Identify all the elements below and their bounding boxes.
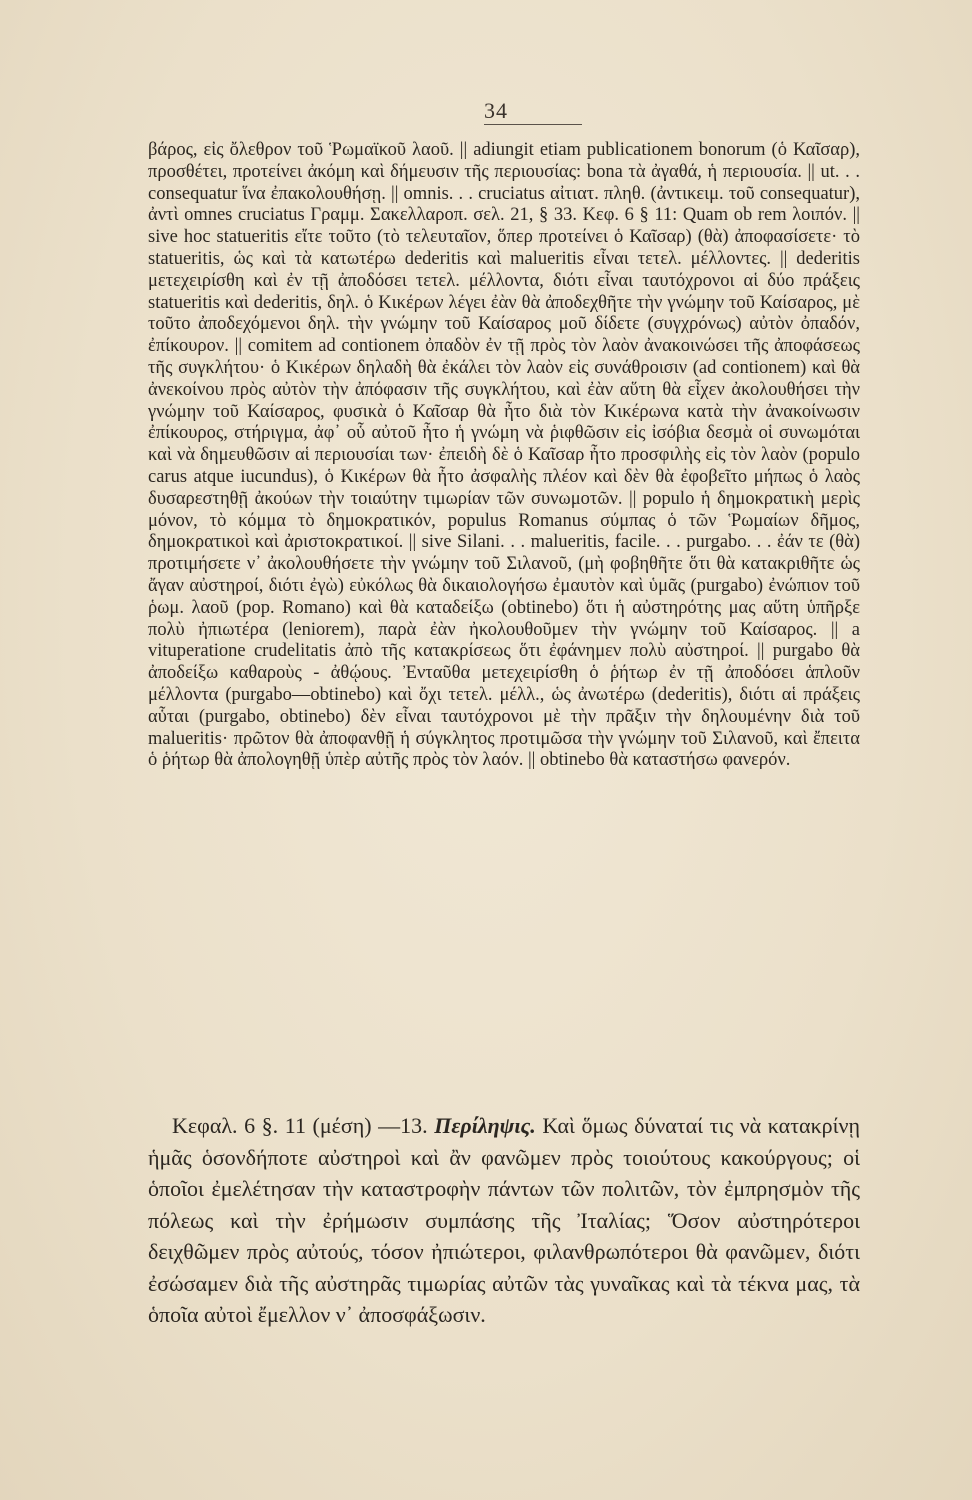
page-number: 34 bbox=[484, 98, 508, 123]
summary-paragraph bbox=[148, 1110, 860, 1331]
page-number-underline bbox=[484, 124, 582, 125]
commentary-paragraph: βάρος, εἰς ὄλεθρον τοῦ Ῥωμαϊκοῦ λαοῦ. || adiungit etiam publicationem bonorum (ὁ Καῖσαρ), προσθέτει, προτείνει ἀκόμη καὶ δήμευσιν τῆς περιουσίας: bona τὰ ἀγαθά, ἡ περιουσία. || ut. . . consequatur ἵνα ἐπακολουθήσῃ. || omnis. . . cruciatus αἰτιατ. πληθ. (ἀντικειμ. τοῦ consequatur), ἀντὶ omnes cruciatus Γραμμ. Σακελλαροπ. σελ. 21, § 33. Κεφ. 6 § 11: Quam ob rem λοιπόν. || sive hoc statueritis εἴτε τοῦτο (τὸ τελευταῖον, ὅπερ προτείνει ὁ Καῖσαρ) (θὰ) ἀποφασίσετε· τὸ statueritis, ὡς καὶ τὰ κατωτέρω dederitis καὶ malueritis εἶναι τετελ. μέλλοντες. || dederitis μετεχειρίσθη καὶ ἐν τῇ ἀποδόσει τετελ. μέλλοντα, διότι εἶναι ταυτόχρονοι αἱ δύο πράξεις statueritis καὶ dederitis, δηλ. ὁ Κικέρων λέγει ἐὰν θὰ ἀποδεχθῆτε τὴν γνώμην τοῦ Καίσαρος, μὲ τοῦτο ἀποδεχόμενοι δηλ. τὴν γνώμην τοῦ Καίσαρος μοῦ δίδετε (συγχρόνως) αὐτὸν ὀπαδόν, ἐπίκουρον. || comitem ad contionem ὀπαδὸν ἐν τῇ πρὸς τὸν λαὸν ἀνακοινώσει τῆς ἀποφάσεως τῆς συγκλήτου· ὁ Κικέρων δηλαδὴ θὰ ἐκάλει τὸν λαὸν εἰς συνάθροισιν (ad contionem) καὶ θὰ ἀνεκοίνου πρὸς αὐτὸν τὴν ἀπόφασιν τῆς συγκλήτου, καὶ ἐὰν αὕτη θὰ εἶχεν ἀκολουθήσει τὴν γνώμην τοῦ Καίσαρος, φυσικὰ ὁ Καῖσαρ θὰ ἦτο διὰ τὸν Κικέρωνα κατὰ τὴν ἀνακοίνωσιν ἐπίκουρος, στήριγμα, ἀφ᾿ οὗ αὐτοῦ ἦτο ἡ γνώμη νὰ ῥιφθῶσιν εἰς ἰσόβια δεσμὰ οἱ συνωμόται καὶ νὰ δημευθῶσιν αἱ περιουσίαι των· ἐπειδὴ δὲ ὁ Καῖσαρ ἦτο προσφιλὴς εἰς τὸν λαὸν (populo carus atque iucundus), ὁ Κικέρων θὰ ἦτο ἀσφαλὴς πλέον καὶ δὲν θὰ ἐφοβεῖτο μήπως ὁ λαὸς δυσαρεστηθῇ ἀκούων τὴν τοιαύτην τιμωρίαν τῶν συνωμοτῶν. || populo ἡ δημοκρατικὴ μερὶς μόνον, τὸ κόμμα τὸ δημοκρατικόν, populus Romanus σύμπας ὁ τῶν Ῥωμαίων δῆμος, δημοκρατικοὶ καὶ ἀριστοκρατικοί. || sive Silani. . . malueritis, facile. . . purgabo. . . ἐάν τε (θὰ) προτιμήσετε ν᾿ ἀκολουθήσετε τὴν γνώμην τοῦ Σιλανοῦ, (μὴ φοβηθῆτε ὅτι θὰ κατακριθῆτε ὡς ἄγαν αὐστηροί, διότι ἐγὼ) εὐκόλως θὰ δικαιολογήσω ἐμαυτὸν καὶ ὑμᾶς (purgabo) ἐνώπιον τοῦ ῥωμ. λαοῦ (pop. Romano) καὶ θὰ καταδείξω (obtinebo) ὅτι ἡ αὐστηρότης μας αὕτη ὑπῆρξε πολὺ ἠπιωτέρα (leniorem), παρὰ ἐὰν ἠκολουθοῦμεν τὴν γνώμην τοῦ Καίσαρος. || a vituperatione crudelitatis ἀπὸ τῆς κατακρίσεως ὅτι ἐφάνημεν πολὺ αὐστηροί. || purgabo θὰ ἀποδείξω καθαροὺς - ἀθῴους. Ἐνταῦθα μετεχειρίσθη ὁ ῥήτωρ ἐν τῇ ἀποδόσει ἁπλοῦν μέλλοντα (purgabo—obtinebo) καὶ ὄχι τετελ. μέλλ., ὡς ἀνωτέρω (dederitis), διότι αἱ πράξεις αὗται (purgabo, obtinebo) δὲν εἶναι ταυτόχρονοι μὲ τὴν πρᾶξιν τὴν δηλουμένην διὰ τοῦ malueritis· πρῶτον θὰ ἀποφανθῇ ἡ σύγκλητος προτιμῶσα τὴν γνώμην τοῦ Σιλανοῦ, καὶ ἔπειτα ὁ ῥήτωρ θὰ ἀπολογηθῇ ὑπὲρ αὐτῆς πρὸς τὸν λαόν. || obtinebo θὰ καταστήσω φανερόν. bbox=[148, 140, 860, 771]
commentary-block bbox=[148, 140, 860, 772]
summary-heading: Κεφαλ. 6 §. 11 (μέση) —13. bbox=[172, 1113, 428, 1138]
summary-block bbox=[148, 1110, 860, 1331]
summary-title: Περίληψις. bbox=[434, 1113, 536, 1138]
summary-text: Καὶ ὅμως δύναταί τις νὰ κατακρίνῃ ἡμᾶς ὁσονδήποτε αὐστηροὶ καὶ ἂν φανῶμεν πρὸς τοιούτους κακούργους; οἱ ὁποῖοι ἐμελέτησαν τὴν καταστροφὴν πάντων τῶν πολιτῶν, τὸν ἐμπρησμὸν τῆς πόλεως καὶ τὴν ἐρήμωσιν συμπάσης τῆς Ἰταλίας; Ὅσον αὐστηρότεροι δειχθῶμεν πρὸς αὐτούς, τόσον ἠπιώτεροι, φιλανθρωπότεροι θὰ φανῶμεν, διότι ἐσώσαμεν διὰ τῆς αὐστηρᾶς τιμωρίας αὐτῶν τὰς γυναῖκας καὶ τὰ τέκνα μας, τὰ ὁποῖα αὐτοὶ ἔμελλον ν᾿ ἀποσφάξωσιν. bbox=[148, 1113, 861, 1327]
